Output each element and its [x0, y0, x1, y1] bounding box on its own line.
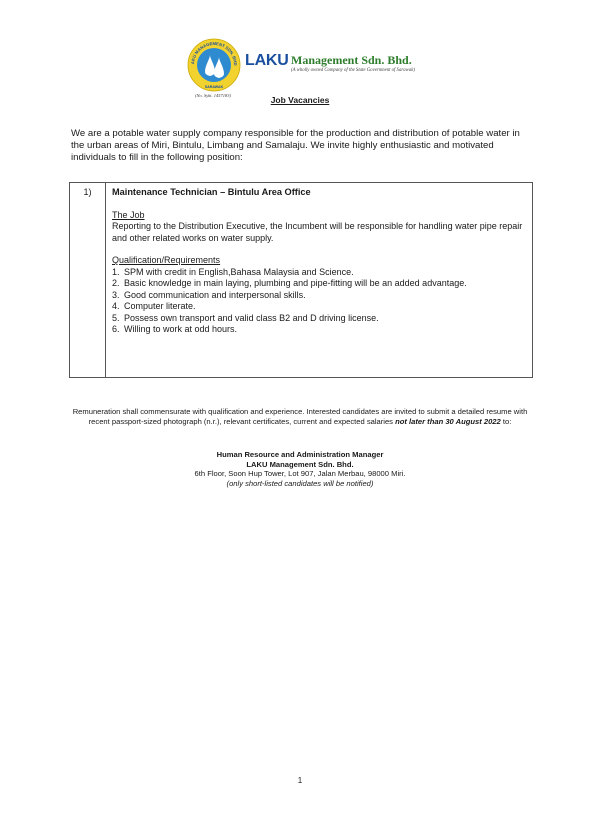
contact-note: (only short-listed candidates will be notified) — [226, 478, 374, 488]
contact-company: LAKU Management Sdn. Bhd. — [246, 459, 354, 469]
remuneration-paragraph — [72, 407, 528, 427]
contact-block — [72, 450, 528, 488]
job-table — [69, 182, 533, 378]
brand-name: Management Sdn. Bhd. — [291, 53, 412, 67]
registration-number: (No. Sykt. 1457183) — [195, 93, 231, 98]
job-details — [112, 187, 527, 336]
application-deadline: not later than 30 August 2022 — [395, 417, 501, 426]
row-number: 1) — [83, 187, 92, 197]
intro-paragraph: We are a potable water supply company responsible for the production and distribution of potable water in the urban areas of Miri, Bintulu, Limbang and Samalaju. We invite highly enthusiastic and motivated individuals to fill in the following position: — [71, 128, 520, 163]
remuneration-to: to: — [502, 417, 512, 426]
contact-address: 6th Floor, Soon Hup Tower, Lot 907, Jalan Merbau, 98000 Miri. — [194, 469, 406, 479]
remuneration-text: Remuneration shall commensurate with qualification and experience. Interested candidates are invited to submit a detailed resume with recent passport-sized photograph (n.r.), relevant certificates, current and expected salaries — [72, 407, 528, 426]
brand-laku: LAKU — [245, 52, 289, 69]
company-logo — [187, 38, 427, 100]
requirements-heading: Qualification/Requirements — [112, 255, 221, 265]
job-title: Maintenance Technician – Bintulu Area Office — [112, 187, 311, 197]
list-item: 6. Willing to work at odd hours. — [112, 324, 238, 334]
list-item: 1. SPM with credit in English,Bahasa Malaysia and Science. — [112, 266, 354, 277]
requirements-list — [112, 267, 527, 336]
page-title: Job Vacancies — [270, 95, 330, 105]
the-job-heading: The Job — [112, 209, 145, 220]
list-item: 4. Computer literate. — [112, 301, 196, 311]
water-drops-logo-icon — [187, 38, 241, 92]
page-number: 1 — [297, 776, 303, 785]
list-item: 5. Possess own transport and valid class B2 and D driving license. — [112, 312, 379, 323]
logo-bottom-text: SARAWAK — [204, 85, 224, 89]
number-column — [70, 183, 106, 377]
the-job-text: Reporting to the Distribution Executive, the Incumbent will be responsible for handling water pipe repair and other related works on water supply. — [112, 221, 523, 243]
contact-position: Human Resource and Administration Manager — [216, 450, 384, 459]
logo-ring-text: AKU MANAGEMENT SDN. BHD — [189, 40, 239, 66]
list-item: 2. Basic knowledge in main laying, plumbing and pipe-fitting will be an added advantage. — [112, 278, 467, 288]
list-item: 3. Good communication and interpersonal skills. — [112, 289, 306, 300]
brand-subtitle: (A wholly owned Company of the State Government of Sarawak) — [291, 68, 415, 73]
